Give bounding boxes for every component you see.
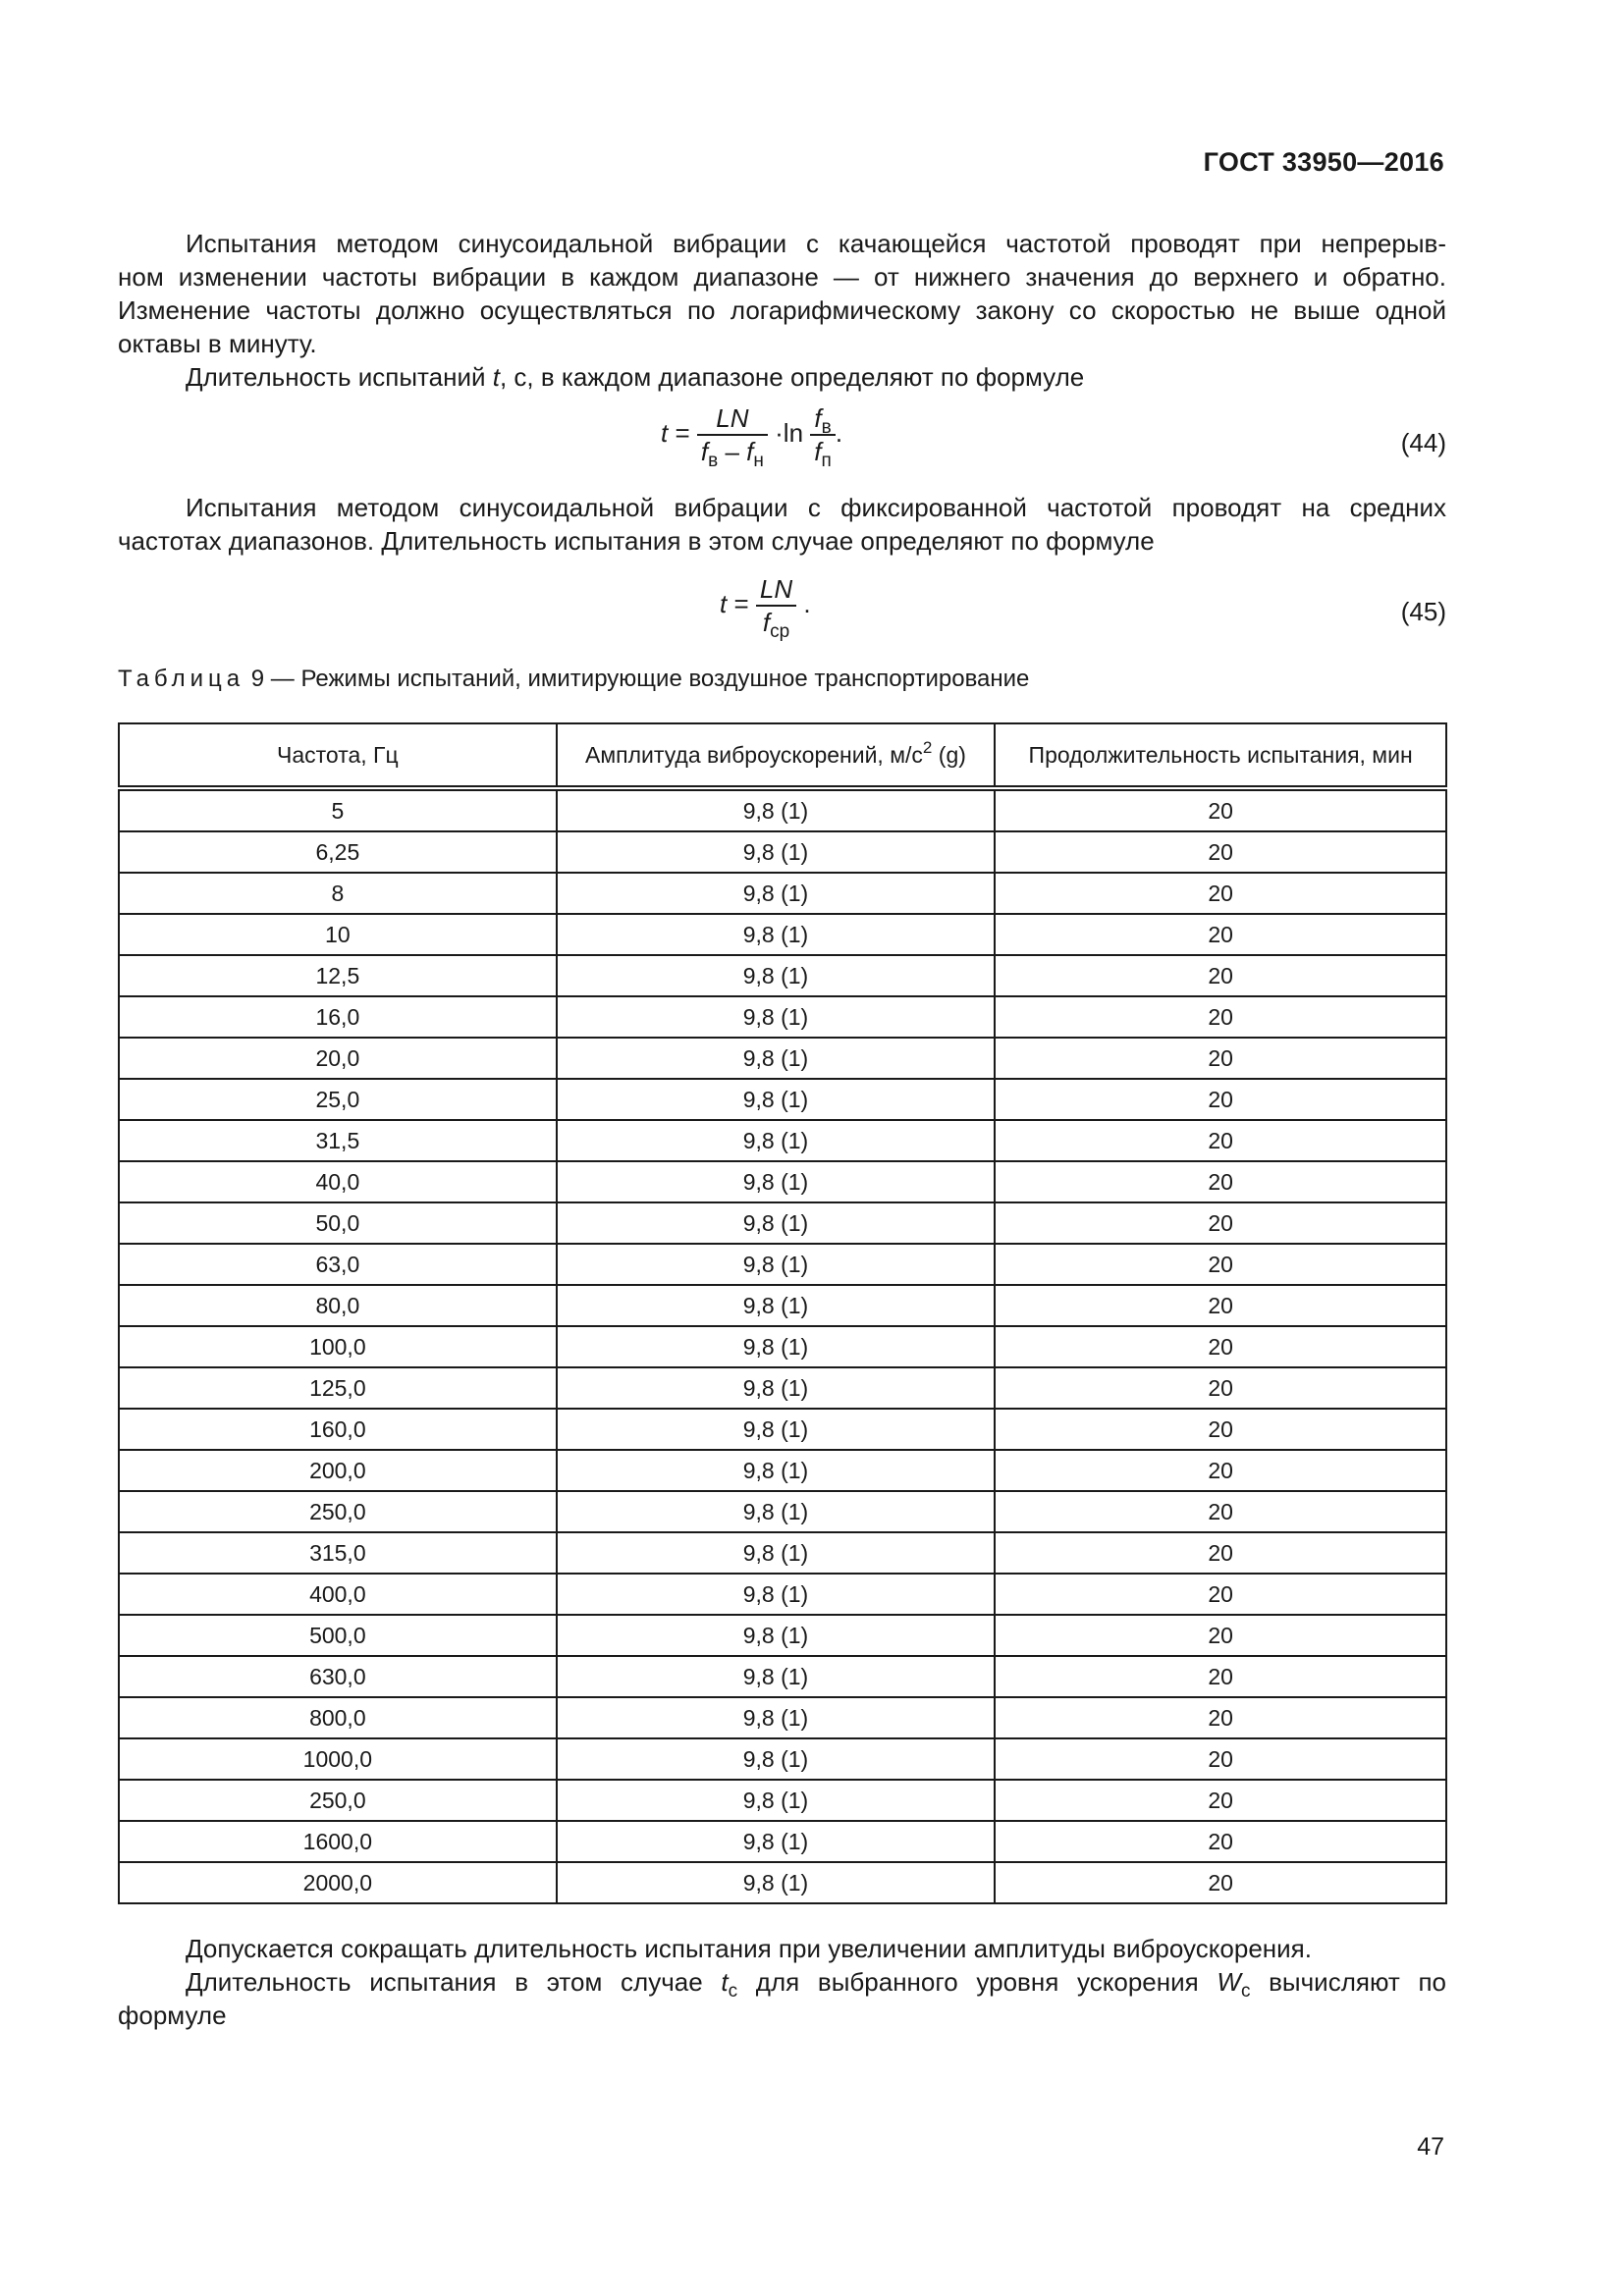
- intro-text: [118, 227, 1446, 394]
- table-row: [119, 1656, 1446, 1697]
- test-modes-table: [118, 722, 1447, 1904]
- header-amplitude-unit: (g): [932, 741, 966, 768]
- cell-duration: 20: [995, 1367, 1446, 1409]
- cell-amplitude: 9,8 (1): [557, 1656, 996, 1697]
- cell-frequency: 1600,0: [119, 1821, 557, 1862]
- table-row: [119, 1615, 1446, 1656]
- cell-duration: 20: [995, 955, 1446, 996]
- table-body: [119, 788, 1446, 1903]
- cell-frequency: 250,0: [119, 1780, 557, 1821]
- subscript: в: [821, 417, 832, 438]
- variable-t: t: [721, 1967, 729, 1997]
- cell-amplitude: 9,8 (1): [557, 996, 996, 1038]
- subscript: н: [753, 451, 764, 471]
- ln-operator: ln: [783, 417, 804, 448]
- formula-lhs: t: [720, 588, 728, 618]
- cell-frequency: 20,0: [119, 1038, 557, 1079]
- fraction-numerator: LN: [756, 573, 796, 607]
- cell-frequency: 160,0: [119, 1409, 557, 1450]
- header-amplitude: [557, 723, 996, 788]
- cell-amplitude: 9,8 (1): [557, 1780, 996, 1821]
- cell-amplitude: 9,8 (1): [557, 1862, 996, 1903]
- cell-frequency: 8: [119, 873, 557, 914]
- formula-lhs: t: [661, 417, 669, 448]
- fraction-ln-over-fmid: [756, 573, 796, 642]
- cell-frequency: 16,0: [119, 996, 557, 1038]
- cell-amplitude: 9,8 (1): [557, 788, 996, 831]
- cell-amplitude: 9,8 (1): [557, 1120, 996, 1161]
- paragraph-line: Изменение частоты должно осуществляться по логарифмическому закону со скоростью не выше одной: [118, 295, 1446, 325]
- table-row: [119, 831, 1446, 873]
- subscript: с: [1240, 1981, 1251, 2002]
- paragraph-line: ном изменении частоты вибрации в каждом диапазоне — от нижнего значения до верхнего и обратно.: [118, 262, 1446, 292]
- cell-amplitude: 9,8 (1): [557, 1367, 996, 1409]
- formula-period: .: [835, 417, 843, 448]
- cell-duration: 20: [995, 914, 1446, 955]
- cell-duration: 20: [995, 788, 1446, 831]
- page-number: 47: [1417, 2133, 1444, 2161]
- table-row: [119, 1409, 1446, 1450]
- text-run: , с, в каждом диапазоне определяют по формуле: [499, 362, 1085, 392]
- table-row: [119, 1285, 1446, 1326]
- cell-amplitude: 9,8 (1): [557, 831, 996, 873]
- cell-frequency: 25,0: [119, 1079, 557, 1120]
- variable-w: W: [1217, 1967, 1241, 1997]
- cell-duration: 20: [995, 1120, 1446, 1161]
- paragraph-line: октавы в минуту.: [118, 329, 317, 358]
- cell-amplitude: 9,8 (1): [557, 1409, 996, 1450]
- cell-duration: 20: [995, 1038, 1446, 1079]
- cell-frequency: 315,0: [119, 1532, 557, 1574]
- paragraph-line: Испытания методом синусоидальной вибрации с фиксированной частотой проводят на средних: [186, 493, 1446, 522]
- table-row: [119, 1780, 1446, 1821]
- table-row: [119, 1450, 1446, 1491]
- cell-duration: 20: [995, 1450, 1446, 1491]
- cell-frequency: 6,25: [119, 831, 557, 873]
- table-row: [119, 1738, 1446, 1780]
- paragraph-reduced-duration: [118, 1965, 1446, 2032]
- table-header-row: [119, 723, 1446, 788]
- cell-frequency: 500,0: [119, 1615, 557, 1656]
- symbol-f: f: [762, 608, 771, 637]
- cell-amplitude: 9,8 (1): [557, 1491, 996, 1532]
- symbol-f: f: [814, 403, 822, 433]
- cell-amplitude: 9,8 (1): [557, 914, 996, 955]
- table-row: [119, 955, 1446, 996]
- cell-duration: 20: [995, 1780, 1446, 1821]
- cell-frequency: 12,5: [119, 955, 557, 996]
- cell-duration: 20: [995, 1079, 1446, 1120]
- fixed-frequency-text: [118, 491, 1446, 558]
- cell-duration: 20: [995, 1821, 1446, 1862]
- fraction-denominator: [756, 607, 796, 642]
- cell-amplitude: 9,8 (1): [557, 1574, 996, 1615]
- table-row: [119, 996, 1446, 1038]
- cell-frequency: 400,0: [119, 1574, 557, 1615]
- table-row: [119, 1821, 1446, 1862]
- table-row: [119, 1862, 1446, 1903]
- formula-number-45: (45): [1400, 597, 1446, 626]
- cell-frequency: 40,0: [119, 1161, 557, 1202]
- fraction-numerator: LN: [697, 402, 768, 436]
- paragraph-line: [118, 1965, 1446, 2002]
- cell-duration: 20: [995, 1326, 1446, 1367]
- cell-frequency: 125,0: [119, 1367, 557, 1409]
- cell-duration: 20: [995, 1285, 1446, 1326]
- minus-sign: –: [725, 437, 739, 466]
- header-frequency: Частота, Гц: [119, 723, 557, 788]
- formula-number-44: (44): [1400, 428, 1446, 457]
- superscript: 2: [922, 737, 933, 757]
- cell-amplitude: 9,8 (1): [557, 1821, 996, 1862]
- cell-frequency: 80,0: [119, 1285, 557, 1326]
- subscript: в: [708, 451, 719, 471]
- paragraph-fixed-method: [118, 491, 1446, 558]
- formula-equals: =: [675, 417, 690, 448]
- cell-frequency: 630,0: [119, 1656, 557, 1697]
- cell-duration: 20: [995, 1202, 1446, 1244]
- paragraph-sweep-method: [118, 227, 1446, 360]
- cell-duration: 20: [995, 1862, 1446, 1903]
- cell-amplitude: 9,8 (1): [557, 1615, 996, 1656]
- cell-duration: 20: [995, 1532, 1446, 1574]
- cell-duration: 20: [995, 831, 1446, 873]
- fraction-ln-over-diff: [697, 402, 768, 471]
- table-caption: [118, 666, 1029, 693]
- cell-frequency: 800,0: [119, 1697, 557, 1738]
- cell-amplitude: 9,8 (1): [557, 1532, 996, 1574]
- cell-duration: 20: [995, 1738, 1446, 1780]
- paragraph-line: Испытания методом синусоидальной вибрации с качающейся частотой проводят при непрерыв-: [186, 229, 1446, 258]
- text-run: Длительность испытания в этом случае: [186, 1967, 722, 1997]
- table-row: [119, 873, 1446, 914]
- cell-duration: 20: [995, 996, 1446, 1038]
- cell-duration: 20: [995, 1491, 1446, 1532]
- cell-frequency: 250,0: [119, 1491, 557, 1532]
- cell-duration: 20: [995, 873, 1446, 914]
- table-row: [119, 1161, 1446, 1202]
- paragraph-duration-intro: [118, 360, 1446, 394]
- paragraph-reduction: Допускается сокращать длительность испытания при увеличении амплитуды виброускорения.: [186, 1934, 1312, 1963]
- subscript: ср: [770, 621, 790, 642]
- cell-amplitude: 9,8 (1): [557, 1038, 996, 1079]
- cell-frequency: 63,0: [119, 1244, 557, 1285]
- table-caption-text: 9 — Режимы испытаний, имитирующие воздушное транспортирование: [244, 666, 1030, 692]
- table-row: [119, 1697, 1446, 1738]
- cell-amplitude: 9,8 (1): [557, 1244, 996, 1285]
- table-row: [119, 1532, 1446, 1574]
- table-row: [119, 1038, 1446, 1079]
- cell-duration: 20: [995, 1409, 1446, 1450]
- table-row: [119, 1574, 1446, 1615]
- subscript: с: [728, 1981, 738, 2002]
- cell-frequency: 31,5: [119, 1120, 557, 1161]
- cell-amplitude: 9,8 (1): [557, 955, 996, 996]
- table-row: [119, 1202, 1446, 1244]
- subscript: п: [821, 451, 832, 471]
- fraction-freq-ratio: [810, 402, 836, 471]
- cell-duration: 20: [995, 1697, 1446, 1738]
- cell-amplitude: 9,8 (1): [557, 1450, 996, 1491]
- text-run: Длительность испытаний: [186, 362, 493, 392]
- cell-amplitude: 9,8 (1): [557, 1326, 996, 1367]
- formula-44: [661, 402, 843, 471]
- table-row: [119, 1491, 1446, 1532]
- header-duration: Продолжительность испытания, мин: [995, 723, 1446, 788]
- document-code: ГОСТ 33950—2016: [1203, 147, 1444, 177]
- formula-45: [720, 573, 811, 642]
- variable-t: t: [492, 362, 500, 392]
- cell-duration: 20: [995, 1161, 1446, 1202]
- cell-frequency: 1000,0: [119, 1738, 557, 1780]
- cell-frequency: 100,0: [119, 1326, 557, 1367]
- cell-amplitude: 9,8 (1): [557, 1079, 996, 1120]
- formula-equals: =: [733, 588, 749, 618]
- cell-duration: 20: [995, 1244, 1446, 1285]
- multiply-dot: ·: [775, 417, 784, 448]
- cell-amplitude: 9,8 (1): [557, 1285, 996, 1326]
- paragraph-line: формуле: [118, 2001, 227, 2030]
- cell-amplitude: 9,8 (1): [557, 1202, 996, 1244]
- cell-frequency: 10: [119, 914, 557, 955]
- symbol-f: f: [700, 437, 709, 466]
- table-row: [119, 914, 1446, 955]
- cell-amplitude: 9,8 (1): [557, 873, 996, 914]
- fraction-denominator: [810, 436, 836, 471]
- text-run: для выбранного уровня ускорения: [737, 1967, 1218, 1997]
- header-amplitude-text: Амплитуда виброускорений, м/с: [585, 741, 923, 768]
- closing-text: [118, 1932, 1446, 2032]
- paragraph-line: частотах диапазонов. Длительность испытания в этом случае определяют по формуле: [118, 526, 1155, 556]
- fraction-denominator: [697, 436, 768, 471]
- cell-frequency: 5: [119, 788, 557, 831]
- cell-amplitude: 9,8 (1): [557, 1738, 996, 1780]
- cell-amplitude: 9,8 (1): [557, 1697, 996, 1738]
- cell-duration: 20: [995, 1656, 1446, 1697]
- cell-frequency: 2000,0: [119, 1862, 557, 1903]
- table-row: [119, 1079, 1446, 1120]
- cell-frequency: 50,0: [119, 1202, 557, 1244]
- fraction-numerator: [810, 402, 836, 436]
- cell-duration: 20: [995, 1574, 1446, 1615]
- symbol-f: f: [814, 437, 822, 466]
- cell-duration: 20: [995, 1615, 1446, 1656]
- text-run: вычисляют по: [1250, 1967, 1446, 1997]
- formula-period: .: [803, 588, 811, 618]
- table-row: [119, 1367, 1446, 1409]
- cell-amplitude: 9,8 (1): [557, 1161, 996, 1202]
- table-row: [119, 1244, 1446, 1285]
- table-row: [119, 1326, 1446, 1367]
- symbol-f: f: [746, 437, 754, 466]
- table-row: [119, 1120, 1446, 1161]
- table-caption-label: Таблица: [118, 666, 245, 692]
- table-row: [119, 788, 1446, 831]
- cell-frequency: 200,0: [119, 1450, 557, 1491]
